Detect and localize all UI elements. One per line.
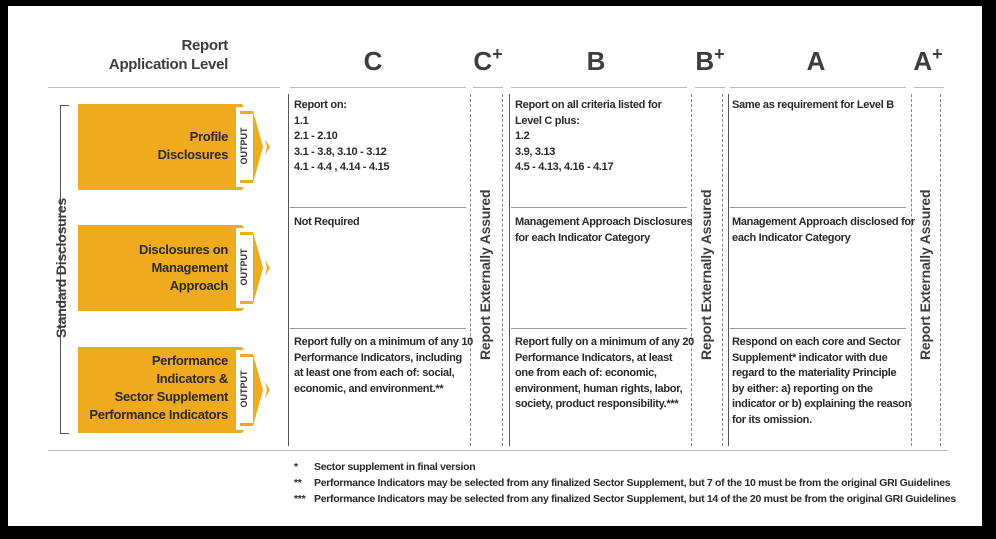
assured-a-dash-right	[940, 94, 941, 446]
assured-label-a-plus: Report Externally Assured	[917, 189, 933, 360]
column-b-line	[509, 94, 510, 446]
row-label-management-approach: Disclosures on Management Approach	[139, 242, 228, 293]
row-divider	[511, 328, 687, 329]
cell-performance-c: Report fully on a minimum of any 10 Performance Indicators, including at least one from each of: social, economic, and environment.**	[294, 336, 473, 395]
side-label: Standard Disclosures	[53, 198, 69, 338]
assured-b-dash-right	[722, 94, 723, 446]
header-title-line1: Report	[181, 37, 228, 54]
assured-label-c-plus: Report Externally Assured	[477, 189, 493, 360]
cell-management-b: Management Approach Disclosures for each Indicator Category	[515, 216, 693, 244]
cell-profile-a: Same as requirement for Level B	[732, 99, 894, 111]
row-label-profile: Profile Disclosures	[157, 129, 228, 162]
assured-label-b-plus: Report Externally Assured	[698, 189, 714, 360]
footnote-2: ** Performance Indicators may be selected from any finalized Sector Supplement, but 7 of the 10 must be from the original GRI Guidelines	[294, 477, 951, 489]
row-divider	[290, 328, 466, 329]
plus-sign: +	[492, 44, 503, 64]
cell-management-c: Not Required	[294, 216, 360, 228]
footnote-3: *** Performance Indicators may be selected from any finalized Sector Supplement, but 14 of the 20 must be from the original GRI Guidelines	[294, 493, 956, 505]
level-b-heading: B	[586, 46, 606, 76]
plus-sign: +	[714, 44, 725, 64]
level-c-plus-heading: C+	[473, 44, 503, 76]
output-label: OUTPUT	[239, 127, 249, 165]
assured-a-dash-left	[911, 94, 912, 446]
gri-application-levels-diagram	[8, 6, 982, 526]
column-a-line	[728, 94, 729, 446]
output-label: OUTPUT	[239, 370, 249, 408]
cell-performance-b: Report fully on a minimum of any 20 Performance Indicators, at least one from each of: economic, environment, human rights, labor, society, product responsibility.***	[515, 336, 694, 410]
level-c-heading: C	[363, 46, 383, 76]
cell-profile-c: Report on: 1.1 2.1 - 2.10 3.1 - 3.8, 3.10 - 3.12 4.1 - 4.4 , 4.14 - 4.15	[294, 99, 390, 173]
level-b-plus-heading: B+	[695, 44, 725, 76]
row-label-performance-indicators: Performance Indicators & Sector Supplement Performance Indicators	[89, 353, 228, 422]
assured-c-dash-right	[502, 94, 503, 446]
row-divider	[730, 207, 906, 208]
column-c-line	[288, 94, 289, 446]
level-a-plus-heading: A+	[913, 44, 943, 76]
plus-sign: +	[932, 44, 943, 64]
footnote-1: * Sector supplement in final version	[294, 461, 476, 473]
row-divider	[730, 328, 906, 329]
table-bottom-rule	[48, 450, 948, 451]
cell-profile-b: Report on all criteria listed for Level C plus: 1.2 3.9, 3.13 4.5 - 4.13, 4.16 - 4.17	[515, 99, 662, 173]
cell-management-a: Management Approach disclosed for each Indicator Category	[732, 216, 915, 244]
cell-performance-a: Respond on each core and Sector Supplement* indicator with due regard to the materiality Principle by either: a) reporting on the indicator or b) explaining the reason for its omission.	[732, 336, 911, 426]
row-divider	[290, 207, 466, 208]
row-divider	[511, 207, 687, 208]
level-a-heading: A	[806, 46, 826, 76]
output-label: OUTPUT	[239, 248, 249, 286]
header-title-line2: Application Level	[108, 56, 228, 73]
